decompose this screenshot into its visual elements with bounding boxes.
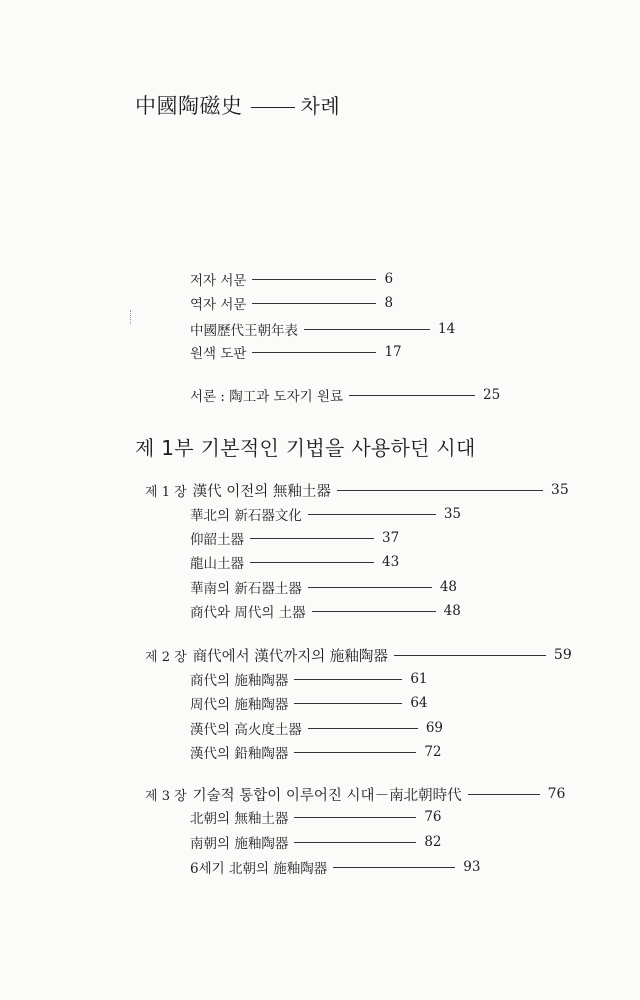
section-label: 商代와 周代의 土器 xyxy=(190,605,306,621)
toc-entry-translator-preface xyxy=(190,292,393,314)
leader-line xyxy=(308,514,436,515)
leader-line xyxy=(294,842,416,843)
leader-line xyxy=(294,817,416,818)
section-label: 南朝의 施釉陶器 xyxy=(190,836,289,852)
chapter-label: 漢代 이전의 無釉土器 xyxy=(192,483,331,500)
entry-page: 14 xyxy=(438,321,456,337)
entry-page: 6 xyxy=(384,271,394,287)
section-label: 周代의 施釉陶器 xyxy=(190,697,289,713)
toc-section xyxy=(190,856,480,878)
leader-line xyxy=(308,587,432,588)
leader-line xyxy=(333,867,455,868)
section-page: 43 xyxy=(382,554,400,570)
title-dash xyxy=(251,107,295,108)
entry-page: 25 xyxy=(483,387,501,403)
leader-line xyxy=(349,395,475,396)
section-page: 35 xyxy=(443,506,462,522)
leader-line xyxy=(294,752,416,753)
leader-line xyxy=(252,352,376,353)
section-page: 69 xyxy=(425,720,444,736)
toc-entry-color-plates xyxy=(190,341,402,363)
section-page: 76 xyxy=(424,809,442,825)
entry-label: 원색 도판 xyxy=(190,346,247,362)
section-label: 漢代의 高火度土器 xyxy=(190,722,302,738)
leader-line xyxy=(252,303,376,304)
section-label: 6세기 北朝의 施釉陶器 xyxy=(190,861,328,877)
section-page: 48 xyxy=(443,603,461,619)
chapter-prefix: 제 3 장 xyxy=(145,788,187,804)
chapter-label: 기술적 통합이 이루어진 시대－南北朝時代 xyxy=(192,787,462,804)
toc-section xyxy=(190,717,443,739)
entry-label: 서론 : 陶工과 도자기 원료 xyxy=(190,389,344,405)
toc-section xyxy=(190,668,428,690)
section-label: 華南의 新石器土器 xyxy=(190,581,302,597)
toc-section xyxy=(190,806,442,828)
title-sub: 차례 xyxy=(300,94,341,118)
leader-line xyxy=(312,611,436,612)
chapter-1 xyxy=(145,479,569,501)
chapter-3 xyxy=(145,783,565,805)
toc-section xyxy=(190,692,428,714)
chapter-2 xyxy=(145,644,572,666)
entry-page: 8 xyxy=(384,295,394,311)
toc-section xyxy=(190,831,442,853)
chapter-prefix: 제 2 장 xyxy=(145,649,187,665)
leader-line xyxy=(250,562,374,563)
leader-line xyxy=(250,538,374,539)
leader-line xyxy=(394,655,546,656)
leader-line xyxy=(304,329,430,330)
entry-label: 中國歷代王朝年表 xyxy=(190,323,298,339)
section-label: 仰韶土器 xyxy=(190,532,244,548)
margin-mark xyxy=(130,310,132,324)
toc-section xyxy=(190,741,442,763)
section-page: 64 xyxy=(410,695,428,711)
chapter-page: 76 xyxy=(547,786,566,802)
chapter-label: 商代에서 漢代까지의 施釉陶器 xyxy=(192,648,388,665)
toc-section xyxy=(190,600,461,622)
section-label: 華北의 新石器文化 xyxy=(190,508,302,524)
leader-line xyxy=(308,728,418,729)
section-label: 漢代의 鉛釉陶器 xyxy=(190,746,289,762)
section-label: 商代의 施釉陶器 xyxy=(190,673,289,689)
section-label: 北朝의 無釉土器 xyxy=(190,811,289,827)
toc-entry-introduction xyxy=(190,384,500,406)
chapter-page: 59 xyxy=(553,647,572,663)
leader-line xyxy=(337,490,543,491)
entry-label: 역자 서문 xyxy=(190,297,247,313)
part-heading: 제 1부 기본적인 기법을 사용하던 시대 xyxy=(135,436,476,460)
section-page: 37 xyxy=(382,530,400,546)
leader-line xyxy=(468,794,540,795)
section-label: 龍山土器 xyxy=(190,556,244,572)
chapter-prefix: 제 1 장 xyxy=(145,484,187,500)
title-main: 中國陶磁史 xyxy=(135,94,243,118)
toc-section xyxy=(190,551,399,573)
toc-entry-author-preface xyxy=(190,268,393,290)
section-page: 82 xyxy=(424,834,442,850)
toc-entry-dynasty-table xyxy=(190,318,455,340)
toc-section xyxy=(190,503,461,525)
leader-line xyxy=(294,703,402,704)
section-page: 72 xyxy=(424,744,442,760)
section-page: 48 xyxy=(439,579,458,595)
section-page: 93 xyxy=(463,859,481,875)
leader-line xyxy=(294,679,402,680)
toc-section xyxy=(190,527,399,549)
entry-page: 17 xyxy=(384,344,402,360)
toc-section xyxy=(190,576,457,598)
leader-line xyxy=(252,279,376,280)
entry-label: 저자 서문 xyxy=(190,273,247,289)
chapter-page: 35 xyxy=(550,482,569,498)
section-page: 61 xyxy=(410,671,428,687)
page-title xyxy=(135,90,340,120)
